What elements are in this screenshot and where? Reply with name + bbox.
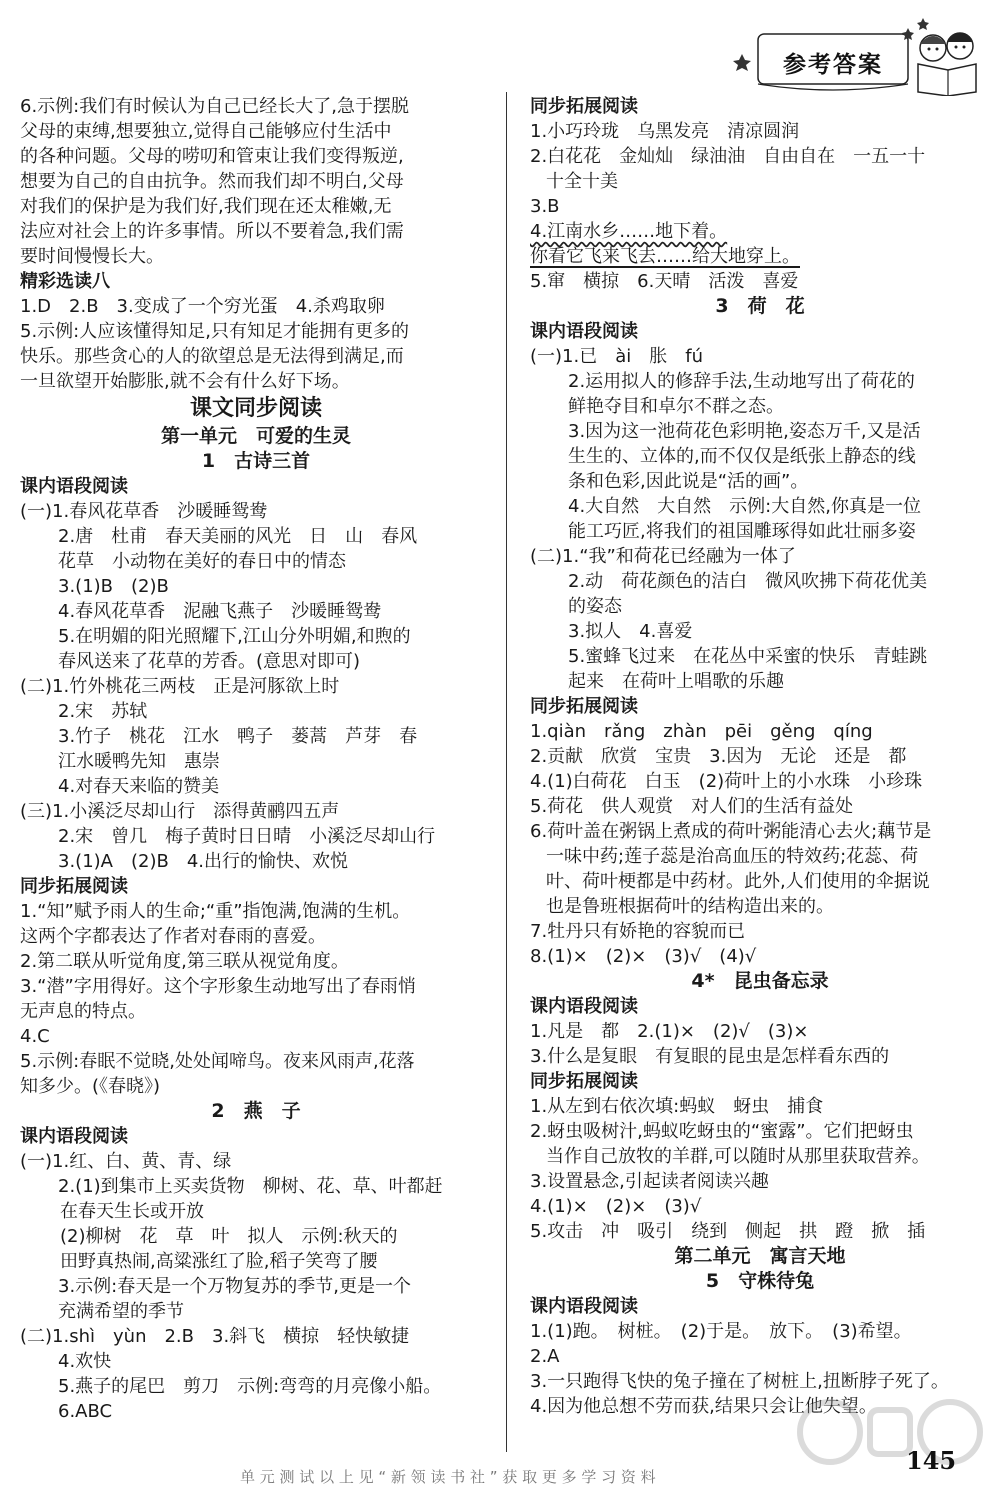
answer-text: (二)1.竹外桃花三两枝 正是河豚欲上时 — [20, 676, 340, 697]
answer-line — [20, 949, 492, 974]
answer-text: 5.蜜蜂飞过来 在花丛中采蜜的快乐 青蛙跳 — [568, 646, 928, 667]
answer-text: 6.荷叶盖在粥锅上煮成的荷叶粥能清心去火;藕节是 — [530, 821, 932, 842]
answer-text: 江水暖鸭先知 惠崇 — [58, 751, 220, 772]
answer-text: 当作自己放牧的羊群,可以随时从那里获取营养。 — [546, 1146, 930, 1167]
lesson-title — [530, 1244, 990, 1269]
answer-line — [530, 919, 990, 944]
answer-text: 2 燕 子 — [211, 1100, 301, 1122]
answer-text: 6.示例:我们有时候认为自己已经长大了,急于摆脱 — [20, 96, 409, 117]
answer-line — [530, 1169, 990, 1194]
answer-line — [20, 194, 492, 219]
section-heading — [530, 694, 990, 719]
answer-line — [20, 649, 492, 674]
answer-line — [20, 624, 492, 649]
answer-line — [20, 499, 492, 524]
answer-line — [530, 744, 990, 769]
answer-text: 要时间慢慢长大。 — [20, 246, 164, 267]
answer-line — [530, 1369, 990, 1394]
answer-line — [530, 794, 990, 819]
answer-line — [20, 1299, 492, 1324]
answer-text: 3 荷 花 — [715, 295, 805, 317]
answer-line — [530, 419, 990, 444]
answer-line — [530, 1094, 990, 1119]
answer-line — [530, 769, 990, 794]
answer-text: 3.B — [530, 196, 560, 217]
answer-line — [530, 469, 990, 494]
answer-line — [20, 699, 492, 724]
answer-text: 无声息的特点。 — [20, 1001, 146, 1022]
answer-text: 5.在明媚的阳光照耀下,江山分外明媚,和煦的 — [58, 626, 411, 647]
answer-line — [20, 924, 492, 949]
answer-text: 起来 在荷叶上唱歌的乐趣 — [568, 671, 784, 692]
answer-text: 叶、荷叶梗都是中药材。此外,人们使用的伞据说 — [546, 871, 930, 892]
answer-text: 十全十美 — [546, 171, 618, 192]
answer-line — [530, 944, 990, 969]
section-heading — [20, 474, 492, 499]
answer-line — [20, 94, 492, 119]
answer-text: 3.(1)A (2)B 4.出行的愉快、欢悦 — [58, 851, 349, 872]
answer-text: 1.qiàn rǎng zhàn pēi gěng qíng — [530, 721, 873, 742]
answer-line — [20, 549, 492, 574]
answer-text: 2.蚜虫吸树汁,蚂蚁吃蚜虫的“蜜露”。它们把蚜虫 — [530, 1121, 914, 1142]
answer-text: 的各种问题。父母的唠叨和管束让我们变得叛逆, — [20, 146, 404, 167]
answer-text: 2.第二联从听觉角度,第三联从视觉角度。 — [20, 951, 349, 972]
section-heading — [20, 269, 492, 294]
watermark-logo-icon — [790, 1392, 990, 1482]
answer-line — [20, 1274, 492, 1299]
answer-line — [20, 774, 492, 799]
answer-line — [20, 1074, 492, 1099]
page-number: 145 — [906, 1446, 957, 1475]
section-heading — [530, 319, 990, 344]
answer-line — [20, 749, 492, 774]
answer-line — [20, 1024, 492, 1049]
answer-text: 8.(1)× (2)× (3)√ (4)√ — [530, 946, 757, 967]
answer-line — [530, 544, 990, 569]
answer-text: 4.C — [20, 1026, 50, 1047]
answer-line — [530, 344, 990, 369]
answer-text: 法应对社会上的许多事情。所以不要着急,我们需 — [20, 221, 404, 242]
answer-text: 课内语段阅读 — [530, 996, 638, 1017]
answer-text: (一)1.红、白、黄、青、绿 — [20, 1151, 232, 1172]
answer-text: 4.(1)白荷花 白玉 (2)荷叶上的小水珠 小珍珠 — [530, 771, 923, 792]
answer-text: 春风送来了花草的芳香。(意思对即可) — [58, 651, 361, 672]
answer-line — [20, 1049, 492, 1074]
left-column — [20, 94, 492, 1424]
answer-line — [530, 1344, 990, 1369]
answer-line — [20, 1374, 492, 1399]
answer-line — [20, 674, 492, 699]
answer-text: 2.动 荷花颜色的洁白 微风吹拂下荷花优美 — [568, 571, 928, 592]
answer-line — [530, 194, 990, 219]
answer-text: 4.江南水乡……地下着。 — [530, 221, 728, 242]
answer-text: 3.因为这一池荷花色彩明艳,姿态万千,又是活 — [568, 421, 921, 442]
answer-text: 课内语段阅读 — [20, 1126, 128, 1147]
lesson-title — [20, 424, 492, 449]
answer-text: 3.示例:春天是一个万物复苏的季节,更是一个 — [58, 1276, 411, 1297]
section-heading — [530, 94, 990, 119]
answer-text: 6.ABC — [58, 1401, 113, 1422]
answer-text: 4.春风花草香 泥融飞燕子 沙暖睡鸳鸯 — [58, 601, 382, 622]
column-divider — [506, 92, 507, 1452]
answer-text: (三)1.小溪泛尽却山行 添得黄鹂四五声 — [20, 801, 340, 822]
answer-text: 5.荷花 供人观赏 对人们的生活有益处 — [530, 796, 854, 817]
answer-text: (2)柳树 花 草 叶 拟人 示例:秋天的 — [60, 1226, 398, 1247]
answer-text: 1.(1)跑。 树桩。 (2)于是。 放下。 (3)希望。 — [530, 1321, 912, 1342]
lesson-title — [530, 294, 990, 319]
answer-text: 想要为自己的自由抗争。然而我们却不明白,父母 — [20, 171, 404, 192]
answer-text: 4.对春天来临的赞美 — [58, 776, 220, 797]
answer-line — [20, 319, 492, 344]
lesson-title — [20, 1099, 492, 1124]
answer-text: 你看它飞来飞去……给大地穿上。 — [530, 246, 800, 267]
answer-text: 4.欢快 — [58, 1351, 112, 1372]
answer-line — [20, 144, 492, 169]
answer-line — [530, 844, 990, 869]
answer-line — [20, 1399, 492, 1424]
lesson-title — [530, 969, 990, 994]
answer-text: 同步拓展阅读 — [530, 696, 638, 717]
answer-text: 3.“潜”字用得好。这个字形象生动地写出了春雨悄 — [20, 976, 416, 997]
answer-text: 田野真热闹,高粱涨红了脸,稻子笑弯了腰 — [60, 1251, 378, 1272]
answer-line — [20, 369, 492, 394]
answer-text: 5 守株待兔 — [705, 1270, 815, 1292]
answer-line — [20, 1249, 492, 1274]
answer-line — [20, 1324, 492, 1349]
answer-line — [20, 119, 492, 144]
footer-text: 单 元 测 试 以 上 见 “ 新 领 读 书 社 ” 获 取 更 多 学 习 资 料 — [240, 1468, 656, 1486]
answer-text: 课内语段阅读 — [20, 476, 128, 497]
answer-text: 条和色彩,因此说是“活的画”。 — [568, 471, 809, 492]
lesson-title — [530, 1269, 990, 1294]
answer-line — [530, 244, 990, 269]
answer-line — [20, 724, 492, 749]
answer-line — [530, 619, 990, 644]
answer-line — [20, 524, 492, 549]
answer-line — [20, 974, 492, 999]
answer-text: 一旦欲望开始膨胀,就不会有什么好下场。 — [20, 371, 350, 392]
answer-line — [530, 169, 990, 194]
answer-text: 第二单元 寓言天地 — [674, 1245, 846, 1267]
answer-text: (二)1.“我”和荷花已经融为一体了 — [530, 546, 796, 567]
answer-text: 2.宋 曾几 梅子黄时日日晴 小溪泛尽却山行 — [58, 826, 436, 847]
answer-line — [530, 1044, 990, 1069]
answer-text: 同步拓展阅读 — [530, 96, 638, 117]
answer-line — [530, 894, 990, 919]
answer-text: 这两个字都表达了作者对春雨的喜爱。 — [20, 926, 326, 947]
answer-text: 4.(1)× (2)× (3)√ — [530, 1196, 702, 1217]
answer-text: 快乐。那些贪心的人的欲望总是无法得到满足,而 — [20, 346, 404, 367]
answer-text: 花草 小动物在美好的春日中的情态 — [58, 551, 346, 572]
answer-text: 充满希望的季节 — [58, 1301, 184, 1322]
header-title: 参考答案 — [783, 52, 883, 78]
answer-line — [530, 444, 990, 469]
answer-line — [530, 569, 990, 594]
answer-text: (二)1.shì yùn 2.B 3.斜飞 横掠 轻快敏捷 — [20, 1326, 410, 1347]
answer-line — [530, 1144, 990, 1169]
answer-line — [530, 394, 990, 419]
answer-line — [530, 1219, 990, 1244]
answer-text: 3.竹子 桃花 江水 鸭子 蒌蒿 芦芽 春 — [58, 726, 418, 747]
answer-line — [530, 869, 990, 894]
answer-line — [530, 594, 990, 619]
answer-text: 生生的、立体的,而不仅仅是纸张上静态的线 — [568, 446, 916, 467]
answer-text: 1 古诗三首 — [201, 450, 311, 472]
answer-line — [530, 119, 990, 144]
answer-line — [20, 344, 492, 369]
answer-text: 2.唐 杜甫 春天美丽的风光 日 山 春风 — [58, 526, 418, 547]
section-heading — [20, 1124, 492, 1149]
header-badge — [728, 14, 978, 96]
answer-text: 父母的束缚,想要独立,觉得自己能够应付生活中 — [20, 121, 392, 142]
section-heading — [530, 1069, 990, 1094]
section-heading — [20, 874, 492, 899]
answer-line — [20, 574, 492, 599]
answer-line — [530, 519, 990, 544]
answer-text: 精彩选读八 — [20, 271, 110, 292]
answer-text: 1.“知”赋予雨人的生命;“重”指饱满,饱满的生机。 — [20, 901, 411, 922]
answer-line — [530, 819, 990, 844]
answer-line — [20, 244, 492, 269]
answer-text: 3.拟人 4.喜爱 — [568, 621, 693, 642]
section-heading — [530, 994, 990, 1019]
answer-line — [20, 824, 492, 849]
answer-text: 同步拓展阅读 — [20, 876, 128, 897]
answer-text: 5.燕子的尾巴 剪刀 示例:弯弯的月亮像小船。 — [58, 1376, 442, 1397]
answer-text: 2.贡献 欣赏 宝贵 3.因为 无论 还是 都 — [530, 746, 907, 767]
answer-text: 1.凡是 都 2.(1)× (2)√ (3)× — [530, 1021, 809, 1042]
answer-line — [20, 1149, 492, 1174]
answer-text: 鲜艳夺目和卓尔不群之态。 — [568, 396, 784, 417]
answer-text: 3.什么是复眼 有复眼的昆虫是怎样看东西的 — [530, 1046, 890, 1067]
answer-line — [530, 144, 990, 169]
answer-line — [20, 1199, 492, 1224]
answer-text: 知多少。(《春晓》) — [20, 1076, 161, 1097]
answer-text: 1.从左到右依次填:蚂蚁 蚜虫 捕食 — [530, 1096, 824, 1117]
answer-line — [530, 494, 990, 519]
answer-text: 2.宋 苏轼 — [58, 701, 148, 722]
answer-text: 2.白花花 金灿灿 绿油油 自由自在 一五一十 — [530, 146, 926, 167]
answer-text: 2.运用拟人的修辞手法,生动地写出了荷花的 — [568, 371, 915, 392]
answer-line — [20, 1224, 492, 1249]
lesson-title — [20, 449, 492, 474]
answer-line — [20, 1174, 492, 1199]
answer-text: 的姿态 — [568, 596, 622, 617]
answer-text: 课文同步阅读 — [189, 396, 322, 421]
answer-text: 1.小巧玲珑 乌黑发亮 清凉圆润 — [530, 121, 800, 142]
answer-line — [20, 999, 492, 1024]
answer-text: (一)1.已 ài 胀 fú — [530, 346, 703, 367]
answer-line — [20, 799, 492, 824]
answer-text: 4* 昆虫备忘录 — [691, 970, 829, 992]
answer-text: 4.大自然 大自然 示例:大自然,你真是一位 — [568, 496, 921, 517]
answer-line — [530, 669, 990, 694]
answer-line — [20, 1349, 492, 1374]
answer-line — [20, 219, 492, 244]
answer-text: 对我们的保护是为我们好,我们现在还太稚嫩,无 — [20, 196, 392, 217]
answer-line — [530, 1119, 990, 1144]
answer-text: (一)1.春风花草香 沙暖睡鸳鸯 — [20, 501, 268, 522]
answer-text: 2.(1)到集市上买卖货物 柳树、花、草、叶都赶 — [58, 1176, 443, 1197]
answer-line — [530, 644, 990, 669]
answer-text: 4.因为他总想不劳而获,结果只会让他失望。 — [530, 1396, 877, 1417]
answer-line — [530, 219, 990, 244]
right-column — [530, 94, 990, 1419]
answer-text: 同步拓展阅读 — [530, 1071, 638, 1092]
answer-text: 课内语段阅读 — [530, 321, 638, 342]
answer-text: 3.(1)B (2)B — [58, 576, 169, 597]
answer-line — [530, 369, 990, 394]
answer-line — [20, 899, 492, 924]
answer-text: 5.窜 横掠 6.天晴 活泼 喜爱 — [530, 271, 799, 292]
answer-text: 2.A — [530, 1346, 560, 1367]
answer-text: 7.牡丹只有娇艳的容貌而已 — [530, 921, 746, 942]
answer-text: 3.一只跑得飞快的兔子撞在了树桩上,扭断脖子死了。 — [530, 1371, 949, 1392]
answer-text: 5.攻击 冲 吸引 绕到 侧起 拱 蹬 掀 插 — [530, 1221, 926, 1242]
answer-text: 课内语段阅读 — [530, 1296, 638, 1317]
answer-text: 5.示例:春眠不觉晓,处处闻啼鸟。夜来风雨声,花落 — [20, 1051, 415, 1072]
answer-text: 3.设置悬念,引起读者阅读兴趣 — [530, 1171, 769, 1192]
answer-text: 在春天生长或开放 — [60, 1201, 204, 1222]
section-heading — [530, 1294, 990, 1319]
answer-line — [530, 719, 990, 744]
lesson-title — [20, 394, 492, 424]
answer-line — [530, 1019, 990, 1044]
answer-line — [530, 269, 990, 294]
answer-text: 5.示例:人应该懂得知足,只有知足才能拥有更多的 — [20, 321, 409, 342]
answer-text: 能工巧匠,将我们的祖国雕琢得如此壮丽多姿 — [568, 521, 916, 542]
answer-text: 第一单元 可爱的生灵 — [160, 425, 351, 447]
answer-line — [20, 599, 492, 624]
answer-line — [20, 294, 492, 319]
answer-text: 一味中药;莲子蕊是治高血压的特效药;花蕊、荷 — [546, 846, 919, 867]
answer-line — [530, 1319, 990, 1344]
answer-line — [530, 1194, 990, 1219]
answer-line — [20, 169, 492, 194]
answer-line — [20, 849, 492, 874]
answer-text: 也是鲁班根据荷叶的结构造出来的。 — [546, 896, 834, 917]
answer-text: 1.D 2.B 3.变成了一个穷光蛋 4.杀鸡取卵 — [20, 296, 385, 317]
